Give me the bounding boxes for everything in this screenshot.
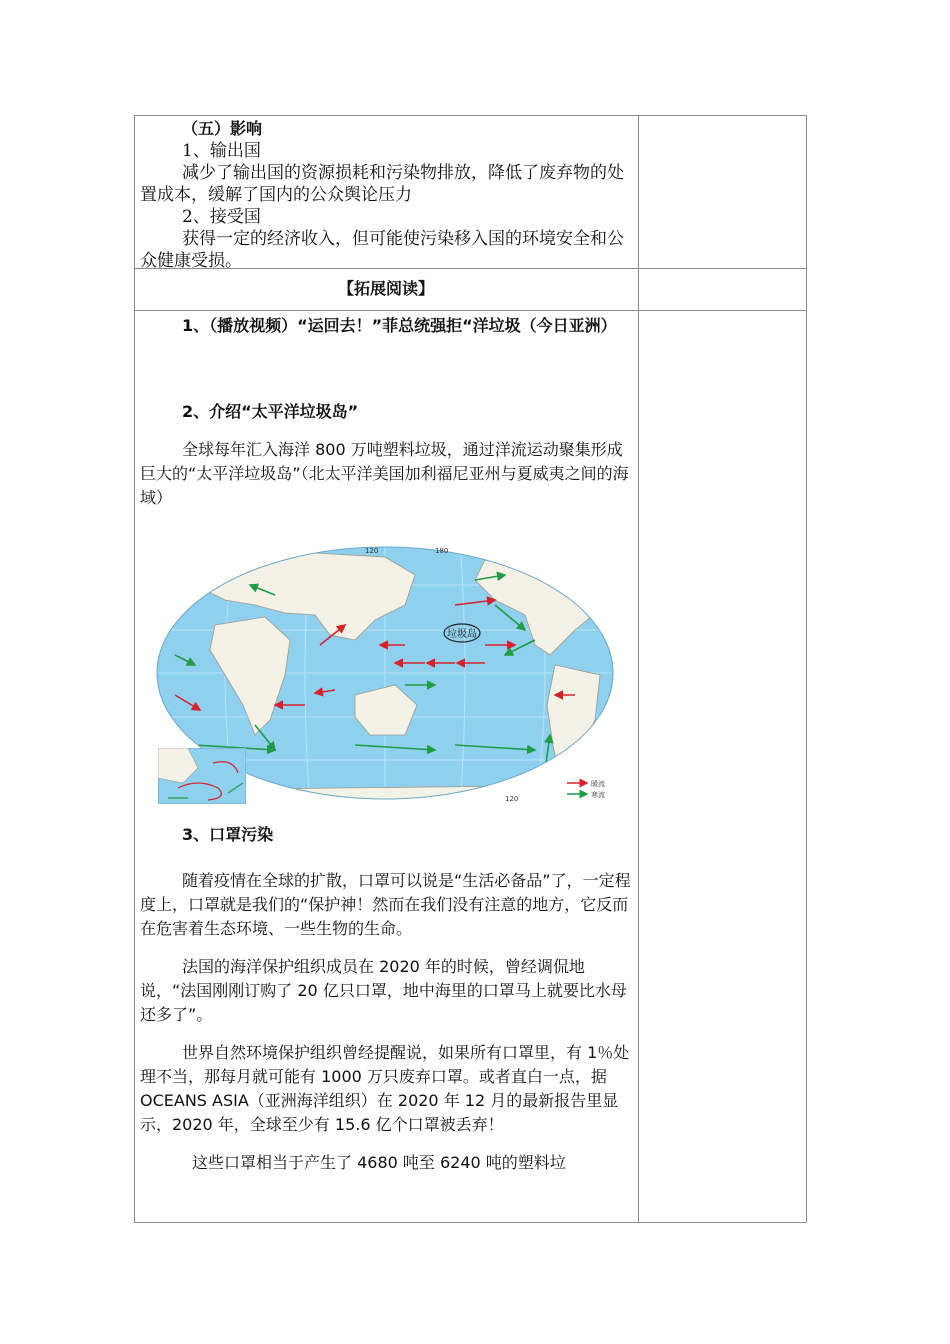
table-border-right xyxy=(806,115,807,1223)
land-south-america xyxy=(547,665,600,780)
item-exporting-text: 减少了输出国的资源损耗和污染物排放，降低了废弃物的处置成本，缓解了国内的公众舆论压力 xyxy=(140,163,624,205)
longitude-label: 120 xyxy=(505,795,519,803)
legend-warm-label: 暖流 xyxy=(591,780,605,788)
paragraph-mask-3: 世界自然环境保护组织曾经提醒说，如果所有口罩里，有 1％处理不当，那每月就可能有 1000 万只废弃口罩。或者直白一点，据 OCEANS ASIA（亚洲海洋组织）在 2020 年 12 月的最新报告里显示，2020 年，全球至少有 15.6 亿个口罩被丢弃！ xyxy=(140,1043,630,1134)
extended-reading-body xyxy=(140,314,634,510)
table-border-mid xyxy=(638,115,639,1223)
paragraph-garbage-island: 全球每年汇入海洋 800 万吨塑料垃圾，通过洋流运动聚集形成巨大的“太平洋垃圾岛”（北太平洋美国加利福尼亚州与夏威夷之间的海域） xyxy=(140,440,629,507)
extended-reading-header: 【拓展阅读】 xyxy=(337,279,434,298)
legend-cold-label: 寒流 xyxy=(591,791,605,799)
table-border-bottom xyxy=(134,1222,807,1223)
section-heading: （五）影响 xyxy=(182,119,263,138)
table-border-top xyxy=(134,115,807,116)
longitude-label: 120 xyxy=(365,547,379,555)
heading-video: 1、（播放视频）“运回去！”菲总统强拒“洋垃圾（今日亚洲） xyxy=(182,316,617,335)
paragraph-mask-1: 随着疫情在全球的扩散，口罩可以说是“生活必备品”了，一定程度上，口罩就是我们的“保护神！然而在我们没有注意的地方，它反而在危害着生态环境、一些生物的生命。 xyxy=(140,871,631,938)
paragraph-mask-2: 法国的海洋保护组织成员在 2020 年的时候，曾经调侃地说，“法国刚刚订购了 20 亿只口罩，地中海里的口罩马上就要比水母还多了”。 xyxy=(140,957,627,1024)
item-receiving-country: 2、接受国 xyxy=(182,207,261,227)
longitude-label: 180 xyxy=(435,547,449,555)
item-exporting-country: 1、输出国 xyxy=(182,141,261,161)
paragraph-mask-4: 这些口罩相当于产生了 4680 吨至 6240 吨的塑料垃 xyxy=(192,1153,566,1172)
section-influence xyxy=(140,118,634,272)
mask-pollution-section xyxy=(140,823,634,1175)
item-receiving-text: 获得一定的经济收入，但可能使污染移入国的环境安全和公众健康受损。 xyxy=(140,229,624,271)
inset-map xyxy=(158,748,246,804)
heading-mask-pollution: 3、口罩污染 xyxy=(182,825,274,844)
garbage-island-label: 垃圾岛 xyxy=(447,629,477,640)
table-row-divider xyxy=(134,310,807,311)
heading-garbage-island: 2、介绍“太平洋垃圾岛” xyxy=(182,402,359,421)
